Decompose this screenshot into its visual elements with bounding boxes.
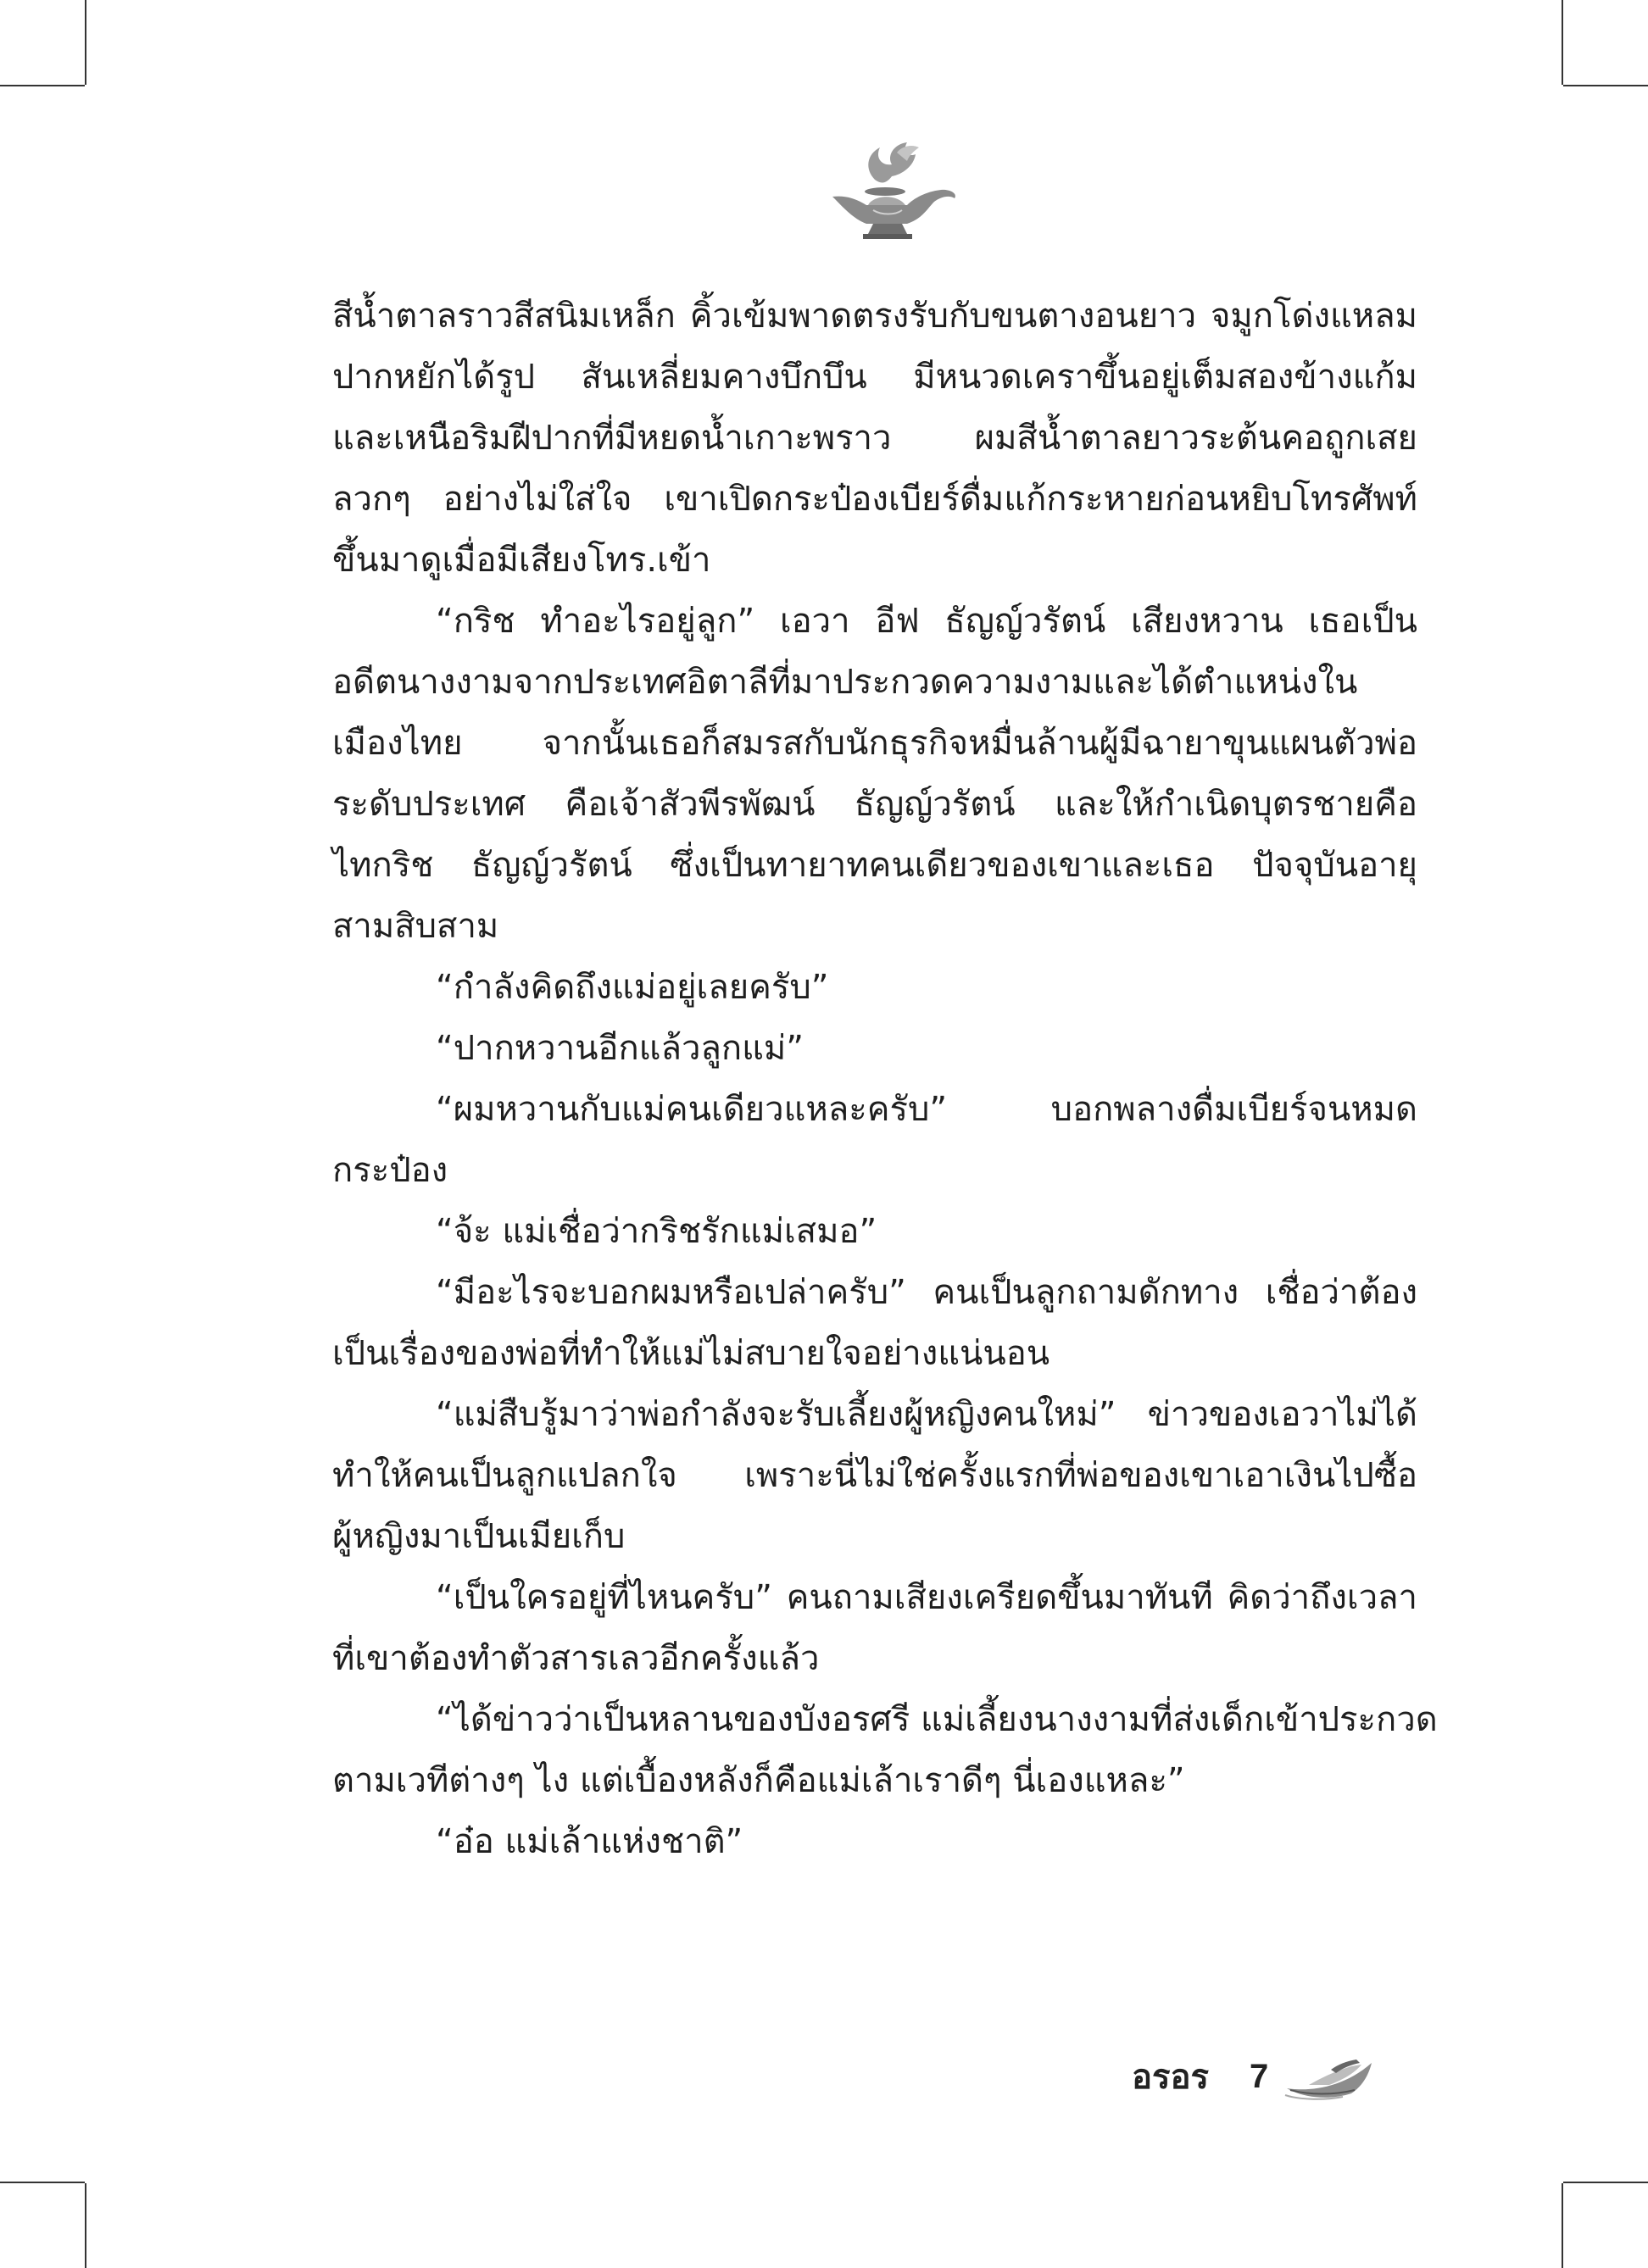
paragraph	[332, 1689, 1438, 1811]
paragraph	[332, 1079, 1417, 1201]
paragraph	[332, 1201, 1417, 1262]
crop-mark	[1563, 2182, 1648, 2183]
text-line: ขึ้นมาดูเมื่อมีเสียงโทร.เข้า	[332, 541, 711, 580]
crop-mark	[1562, 0, 1563, 85]
text-line: กระป๋อง	[332, 1151, 448, 1190]
crop-mark	[1563, 85, 1648, 86]
text-line: “เป็นใครอยู่ที่ไหนครับ” คนถามเสียงเครียดขึ้นมาทันที คิดว่าถึงเวลา	[436, 1578, 1417, 1617]
text-line: “มีอะไรจะบอกผมหรือเปล่าครับ” คนเป็นลูกถามดักทาง เชื่อว่าต้อง	[436, 1273, 1417, 1312]
text-line: ตามเวทีต่างๆ ไง แต่เบื้องหลังก็คือแม่เล้าเราดีๆ นี่เองแหละ”	[332, 1761, 1185, 1800]
crop-mark	[0, 85, 85, 86]
paragraph	[332, 1262, 1417, 1384]
text-line: ระดับประเทศ คือเจ้าสัวพีรพัฒน์ ธัญญ์วรัตน์ และให้กำเนิดบุตรชายคือ	[332, 785, 1417, 824]
text-line: “แม่สืบรู้มาว่าพ่อกำลังจะรับเลี้ยงผู้หญิงคนใหม่” ข่าวของเอวาไม่ได้	[436, 1395, 1417, 1434]
text-line: ทำให้คนเป็นลูกแปลกใจ เพราะนี่ไม่ใช่ครั้งแรกที่พ่อของเขาเอาเงินไปซื้อ	[332, 1456, 1417, 1495]
text-line: “กำลังคิดถึงแม่อยู่เลยครับ”	[436, 968, 829, 1007]
paragraph	[332, 1384, 1417, 1567]
text-line: ที่เขาต้องทำตัวสารเลวอีกครั้งแล้ว	[332, 1639, 820, 1678]
text-line: เป็นเรื่องของพ่อที่ทำให้แม่ไม่สบายใจอย่างแน่นอน	[332, 1334, 1050, 1373]
text-line: “อ๋อ แม่เล้าแห่งชาติ”	[436, 1822, 743, 1861]
text-line: ลวกๆ อย่างไม่ใส่ใจ เขาเปิดกระป๋องเบียร์ดื่มแก้กระหายก่อนหยิบโทรศัพท์	[332, 480, 1417, 519]
speedboat-icon	[1283, 2051, 1377, 2102]
crop-mark	[0, 2182, 85, 2183]
text-line: และเหนือริมฝีปากที่มีหยดน้ำเกาะพราว ผมสีน้ำตาลยาวระต้นคอถูกเสย	[332, 419, 1417, 458]
paragraph	[332, 591, 1417, 957]
text-line: ปากหยักได้รูป สันเหลี่ยมคางบึกบึน มีหนวดเคราขึ้นอยู่เต็มสองข้างแก้ม	[332, 358, 1417, 397]
page-footer	[1132, 2047, 1420, 2106]
author-name: อรอร	[1132, 2058, 1210, 2097]
crop-mark	[85, 0, 86, 85]
text-line: “กริช ทำอะไรอยู่ลูก” เอวา อีฟ ธัญญ์วรัตน์ เสียงหวาน เธอเป็น	[436, 602, 1417, 641]
text-line: “ได้ข่าวว่าเป็นหลานของบังอรศรี แม่เลี้ยงนางงามที่ส่งเด็กเข้าประกวด	[436, 1700, 1438, 1739]
text-line: สามสิบสาม	[332, 907, 499, 946]
paragraph	[332, 1018, 1417, 1079]
text-line: “ผมหวานกับแม่คนเดียวแหละครับ” บอกพลางดื่มเบียร์จนหมด	[436, 1090, 1417, 1129]
body-text	[332, 286, 1438, 1872]
text-line: “จ้ะ แม่เชื่อว่ากริชรักแม่เสมอ”	[436, 1212, 877, 1251]
text-line: ผู้หญิงมาเป็นเมียเก็บ	[332, 1517, 626, 1556]
genie-lamp-icon	[814, 136, 966, 246]
crop-mark	[1562, 2183, 1563, 2268]
paragraph	[332, 286, 1417, 591]
paragraph	[332, 1811, 1417, 1872]
paragraph	[332, 1567, 1417, 1689]
page-number: 7	[1250, 2057, 1269, 2095]
text-line: “ปากหวานอีกแล้วลูกแม่”	[436, 1029, 805, 1068]
text-line: ไทกริช ธัญญ์วรัตน์ ซึ่งเป็นทายาทคนเดียวของเขาและเธอ ปัจจุบันอายุ	[332, 846, 1417, 885]
text-line: เมืองไทย จากนั้นเธอก็สมรสกับนักธุรกิจหมื่นล้านผู้มีฉายาขุนแผนตัวพ่อ	[332, 724, 1417, 763]
text-line: อดีตนางงามจากประเทศอิตาลีที่มาประกวดความงามและได้ตำแหน่งใน	[332, 663, 1358, 702]
paragraph	[332, 957, 1417, 1018]
text-line: สีน้ำตาลราวสีสนิมเหล็ก คิ้วเข้มพาดตรงรับกับขนตางอนยาว จมูกโด่งแหลม	[332, 297, 1417, 336]
crop-mark	[85, 2183, 86, 2268]
